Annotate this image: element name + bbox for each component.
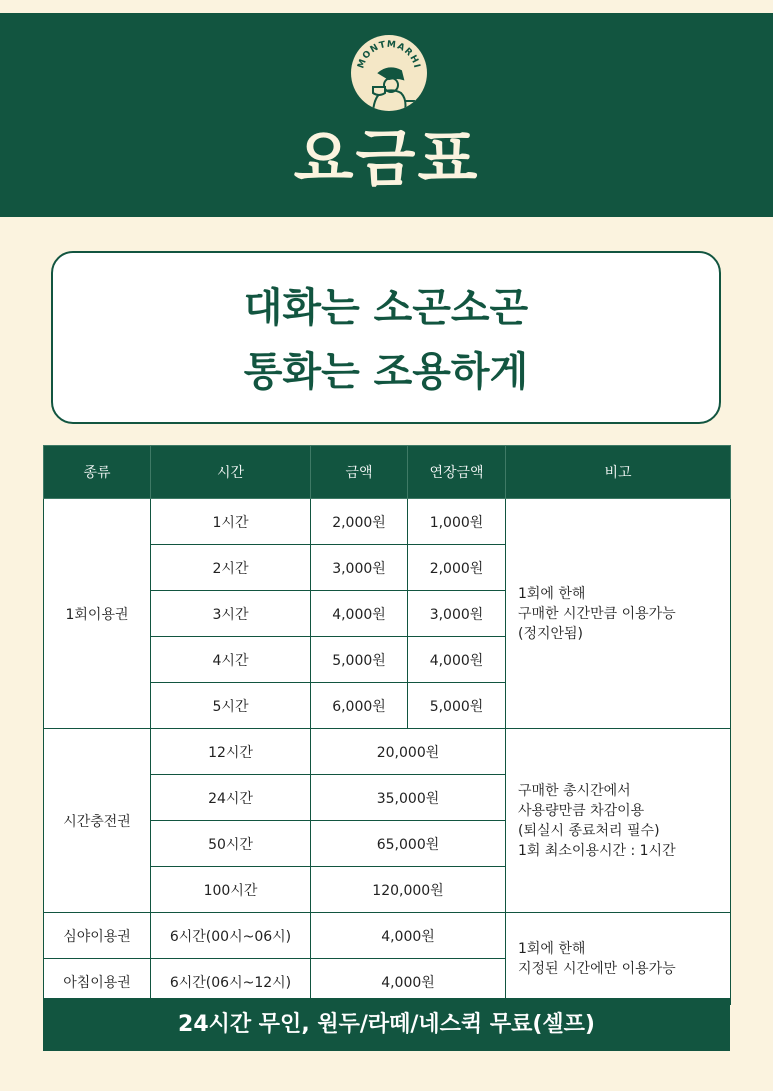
note-line: 구매한 총시간에서 [518, 782, 631, 799]
price-table [43, 445, 731, 1005]
page-title: 요금표 [293, 122, 480, 195]
extension-cell: 2,000원 [408, 545, 506, 591]
time-cell: 3시간 [151, 591, 311, 637]
montmarhi-logo-icon [349, 33, 429, 113]
time-cell: 24시간 [151, 775, 311, 821]
extension-cell: 3,000원 [408, 591, 506, 637]
note-line: 1회에 한해 [518, 940, 586, 957]
extension-cell: 5,000원 [408, 683, 506, 729]
note-single-use [506, 499, 731, 729]
note-line: 사용량만큼 차감이용 [518, 802, 645, 819]
note-time-charge [506, 729, 731, 913]
category-late-night: 심야이용권 [44, 913, 151, 959]
note-line: 구매한 시간만큼 이용가능 [518, 605, 676, 622]
time-cell: 6시간(00시~06시) [151, 913, 311, 959]
table-row [44, 913, 731, 959]
price-cell: 120,000원 [311, 867, 506, 913]
time-cell: 4시간 [151, 637, 311, 683]
column-header-time: 시간 [151, 446, 311, 499]
note-line: (퇴실시 종료처리 필수) [518, 822, 660, 839]
time-cell: 1시간 [151, 499, 311, 545]
time-cell: 5시간 [151, 683, 311, 729]
extension-cell: 1,000원 [408, 499, 506, 545]
category-single-use: 1회이용권 [44, 499, 151, 729]
price-cell: 4,000원 [311, 959, 506, 1005]
price-cell: 6,000원 [311, 683, 408, 729]
price-cell: 35,000원 [311, 775, 506, 821]
slogan-box [51, 251, 721, 424]
table-row [44, 499, 731, 545]
slogan-line-2: 통화는 조용하게 [243, 349, 529, 395]
price-cell: 5,000원 [311, 637, 408, 683]
svg-text:MONTMARHI: MONTMARHI [356, 39, 422, 70]
price-cell: 3,000원 [311, 545, 408, 591]
note-line: (정지안됨) [518, 625, 584, 642]
price-cell: 4,000원 [311, 913, 506, 959]
price-cell: 2,000원 [311, 499, 408, 545]
note-line: 지정된 시간에만 이용가능 [518, 960, 676, 977]
time-cell: 100시간 [151, 867, 311, 913]
price-cell: 20,000원 [311, 729, 506, 775]
note-line: 1회에 한해 [518, 585, 586, 602]
table-header-row [44, 446, 731, 499]
column-header-extension: 연장금액 [408, 446, 506, 499]
column-header-price: 금액 [311, 446, 408, 499]
note-line: 1회 최소이용시간 : 1시간 [518, 842, 676, 859]
column-header-note: 비고 [506, 446, 731, 499]
table-row [44, 729, 731, 775]
column-header-type: 종류 [44, 446, 151, 499]
time-cell: 2시간 [151, 545, 311, 591]
top-strip [0, 0, 773, 13]
extension-cell: 4,000원 [408, 637, 506, 683]
time-cell: 50시간 [151, 821, 311, 867]
slogan-line-1: 대화는 소곤소곤 [243, 285, 529, 331]
time-cell: 12시간 [151, 729, 311, 775]
price-cell: 65,000원 [311, 821, 506, 867]
category-time-charge: 시간충전권 [44, 729, 151, 913]
category-morning: 아침이용권 [44, 959, 151, 1005]
price-cell: 4,000원 [311, 591, 408, 637]
footer-banner: 24시간 무인, 원두/라떼/네스퀵 무료(셀프) [43, 998, 730, 1051]
header-banner [0, 13, 773, 217]
note-special-pass [506, 913, 731, 1005]
time-cell: 6시간(06시~12시) [151, 959, 311, 1005]
